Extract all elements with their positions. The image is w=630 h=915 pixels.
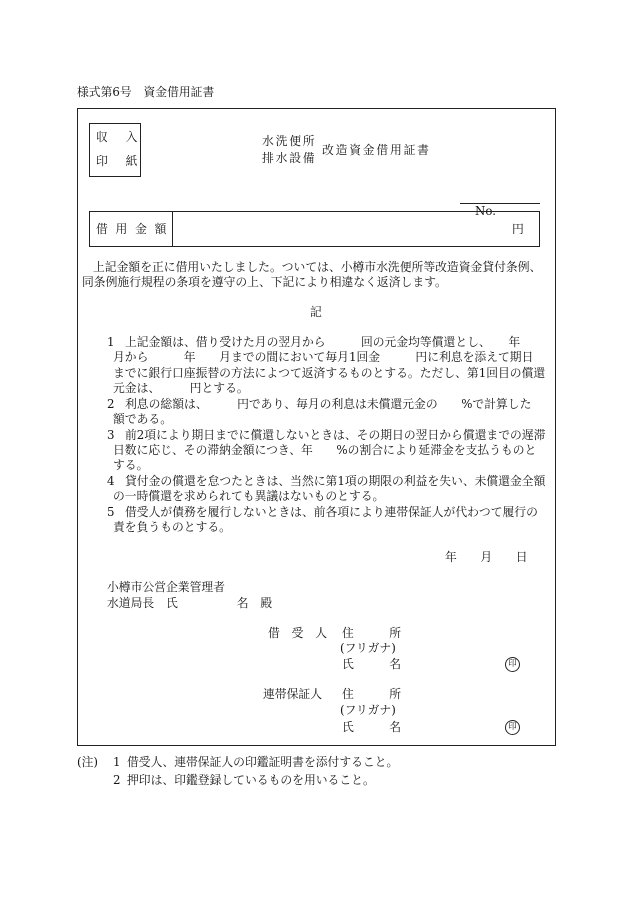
term-number: 1 — [107, 335, 115, 349]
borrower-furigana-label: (フリガナ) — [340, 641, 396, 655]
borrower-seal-mark — [505, 657, 520, 672]
loan-amount-label: 借 用 金 額 — [96, 222, 169, 236]
term-line: までに銀行口座振替の方法によつて返済するものとする。ただし、第1回目の償還 — [113, 366, 546, 380]
addressee-line2: 水道局長 氏 名 殿 — [107, 596, 273, 610]
term-line: 前2項により期日までに償還しないときは、その期日の翌日から償還までの遅滞 — [125, 428, 546, 442]
note-text: 押印は、印鑑登録しているものを用いること。 — [127, 773, 375, 787]
document-title: 改造資金借用証書 — [322, 143, 431, 157]
loan-amount-label-cell — [90, 212, 173, 246]
borrower-role-label: 借 受 人 — [268, 626, 327, 640]
revenue-stamp-label-line1: 収 入 — [96, 130, 141, 144]
seal-glyph: 印 — [508, 722, 517, 732]
term-line: 借受人が債務を履行しないときは、前各項により連帯保証人が代わつて履行の — [125, 505, 538, 519]
note-number: 1 — [113, 755, 121, 769]
preamble-line: 同条例施行規程の条項を遵守の上、下記により相違なく返済します。 — [82, 275, 447, 289]
revenue-stamp-label-line2: 印 紙 — [96, 154, 141, 168]
term-number: 3 — [107, 428, 115, 442]
date-line: 年 月 日 — [445, 550, 528, 564]
term-line: 利息の総額は、 円であり、毎月の利息は未償還元金の %で計算した — [125, 397, 532, 411]
borrower-address-label: 住 所 — [342, 626, 401, 640]
term-number: 5 — [107, 505, 115, 519]
note-text: 借受人、連帯保証人の印鑑証明書を添付すること。 — [127, 755, 399, 769]
ki-heading: 記 — [310, 305, 322, 319]
term-line: の一時償還を求められても異議はないものとする。 — [113, 489, 385, 503]
guarantor-name-label: 氏 名 — [342, 720, 401, 734]
term-line: 日数に応じ、その滞納金額につき、年 %の割合により延滞金を支払うものと — [113, 443, 537, 457]
term-line: 額である。 — [113, 412, 172, 426]
number-label: No. — [475, 204, 496, 218]
guarantor-role-label: 連帯保証人 — [263, 687, 322, 701]
title-prefix-line2: 排水設備 — [262, 151, 317, 165]
borrower-name-label: 氏 名 — [342, 657, 401, 671]
number-field — [460, 187, 540, 218]
term-line: 貸付金の償還を怠つたときは、当然に第1項の期限の利益を失い、未償還金全額 — [125, 474, 546, 488]
term-line: 元金は、 円とする。 — [113, 381, 249, 395]
guarantor-address-label: 住 所 — [342, 687, 401, 701]
term-line: する。 — [113, 458, 149, 472]
term-line: 責を負うものとする。 — [113, 520, 231, 534]
seal-glyph: 印 — [508, 659, 517, 669]
guarantor-furigana-label: (フリガナ) — [340, 703, 396, 717]
loan-amount-unit: 円 — [512, 222, 524, 236]
title-prefix-line1: 水洗便所 — [262, 134, 317, 148]
term-number: 2 — [107, 397, 115, 411]
term-line: 上記金額は、借り受けた月の翌月から 回の元金均等償還とし、 年 — [125, 335, 521, 349]
form-label: 様式第6号 資金借用証書 — [77, 85, 215, 99]
loan-amount-box — [89, 211, 540, 247]
guarantor-seal-mark — [505, 720, 520, 735]
notes-label: (注) — [77, 755, 99, 769]
addressee-line1: 小樽市公営企業管理者 — [107, 580, 225, 594]
term-line: 月から 年 月までの間において毎月1回金 円に利息を添えて期日 — [113, 350, 534, 364]
term-number: 4 — [107, 474, 115, 488]
note-number: 2 — [113, 773, 121, 787]
preamble-line: 上記金額を正に借用いたしました。ついては、小樽市水洗便所等改造資金貸付条例、 — [93, 260, 542, 274]
